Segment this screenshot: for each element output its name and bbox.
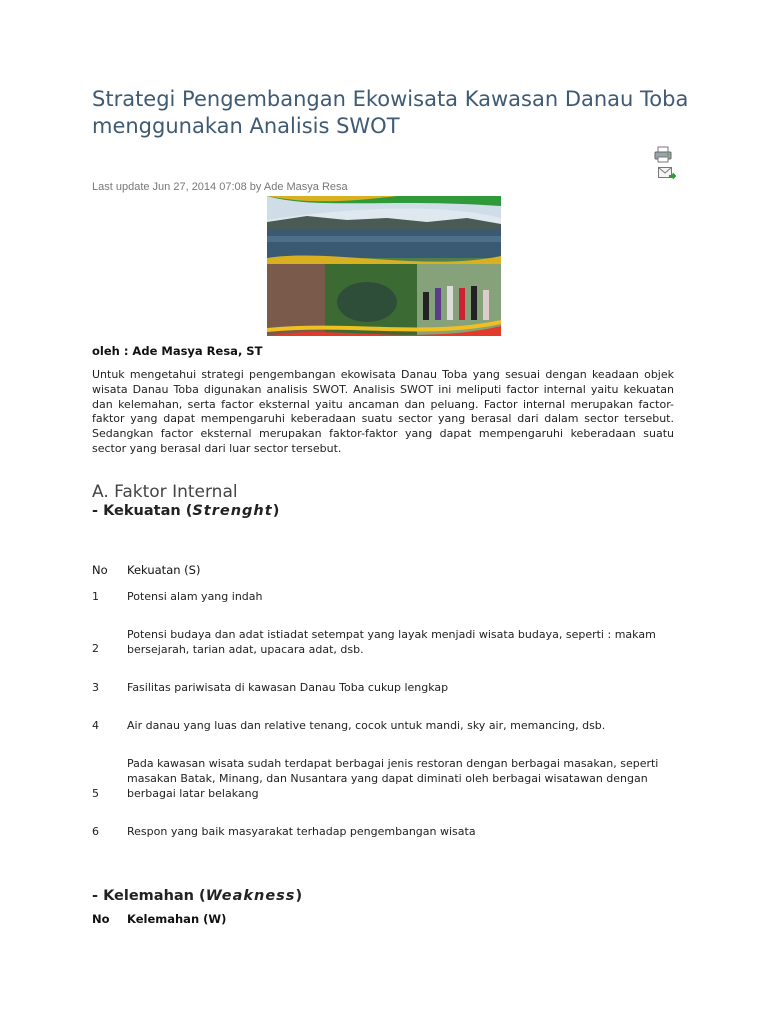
kekuatan-row-no: 2 — [92, 642, 99, 655]
kekuatan-subheading: - Kekuatan (Strenght) — [92, 503, 280, 519]
kekuatan-row-no: 3 — [92, 681, 99, 694]
section-a-heading: A. Faktor Internal — [92, 482, 238, 502]
article-title: Strategi Pengembangan Ekowisata Kawasan Danau Toba menggunakan Analisis SWOT — [92, 87, 689, 138]
kekuatan-row-text: Air danau yang luas dan relative tenang, cocok untuk mandi, sky air, memancing, dsb. — [127, 719, 606, 732]
kekuatan-row-no: 4 — [92, 719, 99, 732]
danau-toba-banner-image — [267, 196, 501, 336]
kekuatan-row-text: Potensi alam yang indah — [127, 590, 263, 603]
kekuatan-row-text: Potensi budaya dan adat istiadat setempat yang layak menjadi wisata budaya, seperti : makam bersejarah, tarian adat, upacara adat, dsb. — [127, 628, 656, 656]
kelemahan-subheading: - Kelemahan (Weakness) — [92, 888, 303, 904]
last-update-meta: Last update Jun 27, 2014 07:08 by Ade Masya Resa — [92, 181, 348, 193]
kekuatan-row-no: 6 — [92, 825, 99, 838]
kekuatan-row-text: Fasilitas pariwisata di kawasan Danau Toba cukup lengkap — [127, 681, 449, 694]
kekuatan-col-no: No — [92, 563, 108, 577]
kekuatan-row-text: Pada kawasan wisata sudah terdapat berbagai jenis restoran dengan berbagai masakan, seperti masakan Batak, Minang, dan Nusantara yang dapat diminati oleh berbagai wisatawan dengan berbagai latar belakang — [127, 757, 659, 800]
intro-paragraph: Untuk mengetahui strategi pengembangan ekowisata Danau Toba yang sesuai dengan keadaan objek wisata Danau Toba digunakan analisis SWOT. Analisis SWOT ini meliputi factor internal yaitu kekuatan dan kelemahan, serta factor eksternal yaitu ancaman dan peluang. Factor internal merupakan factor-faktor yang dapat mempengaruhi keberadaan suatu sector yang berasal dari dalam sector tersebut. Sedangkan factor eksternal merupakan faktor-faktor yang dapat mempengaruhi keberadaan suatu sector yang berasal dari luar sector tersebut. — [92, 368, 674, 455]
kekuatan-row-text: Respon yang baik masyarakat terhadap pengembangan wisata — [127, 825, 476, 838]
kekuatan-col-item: Kekuatan (S) — [127, 563, 201, 577]
kekuatan-row-no: 5 — [92, 787, 99, 800]
print-icon[interactable] — [654, 146, 672, 163]
kelemahan-col-item: Kelemahan (W) — [127, 912, 227, 926]
kekuatan-row-no: 1 — [92, 590, 99, 603]
author-line: oleh : Ade Masya Resa, ST — [92, 344, 263, 358]
kelemahan-col-no: No — [92, 912, 110, 926]
email-icon[interactable] — [658, 166, 676, 180]
